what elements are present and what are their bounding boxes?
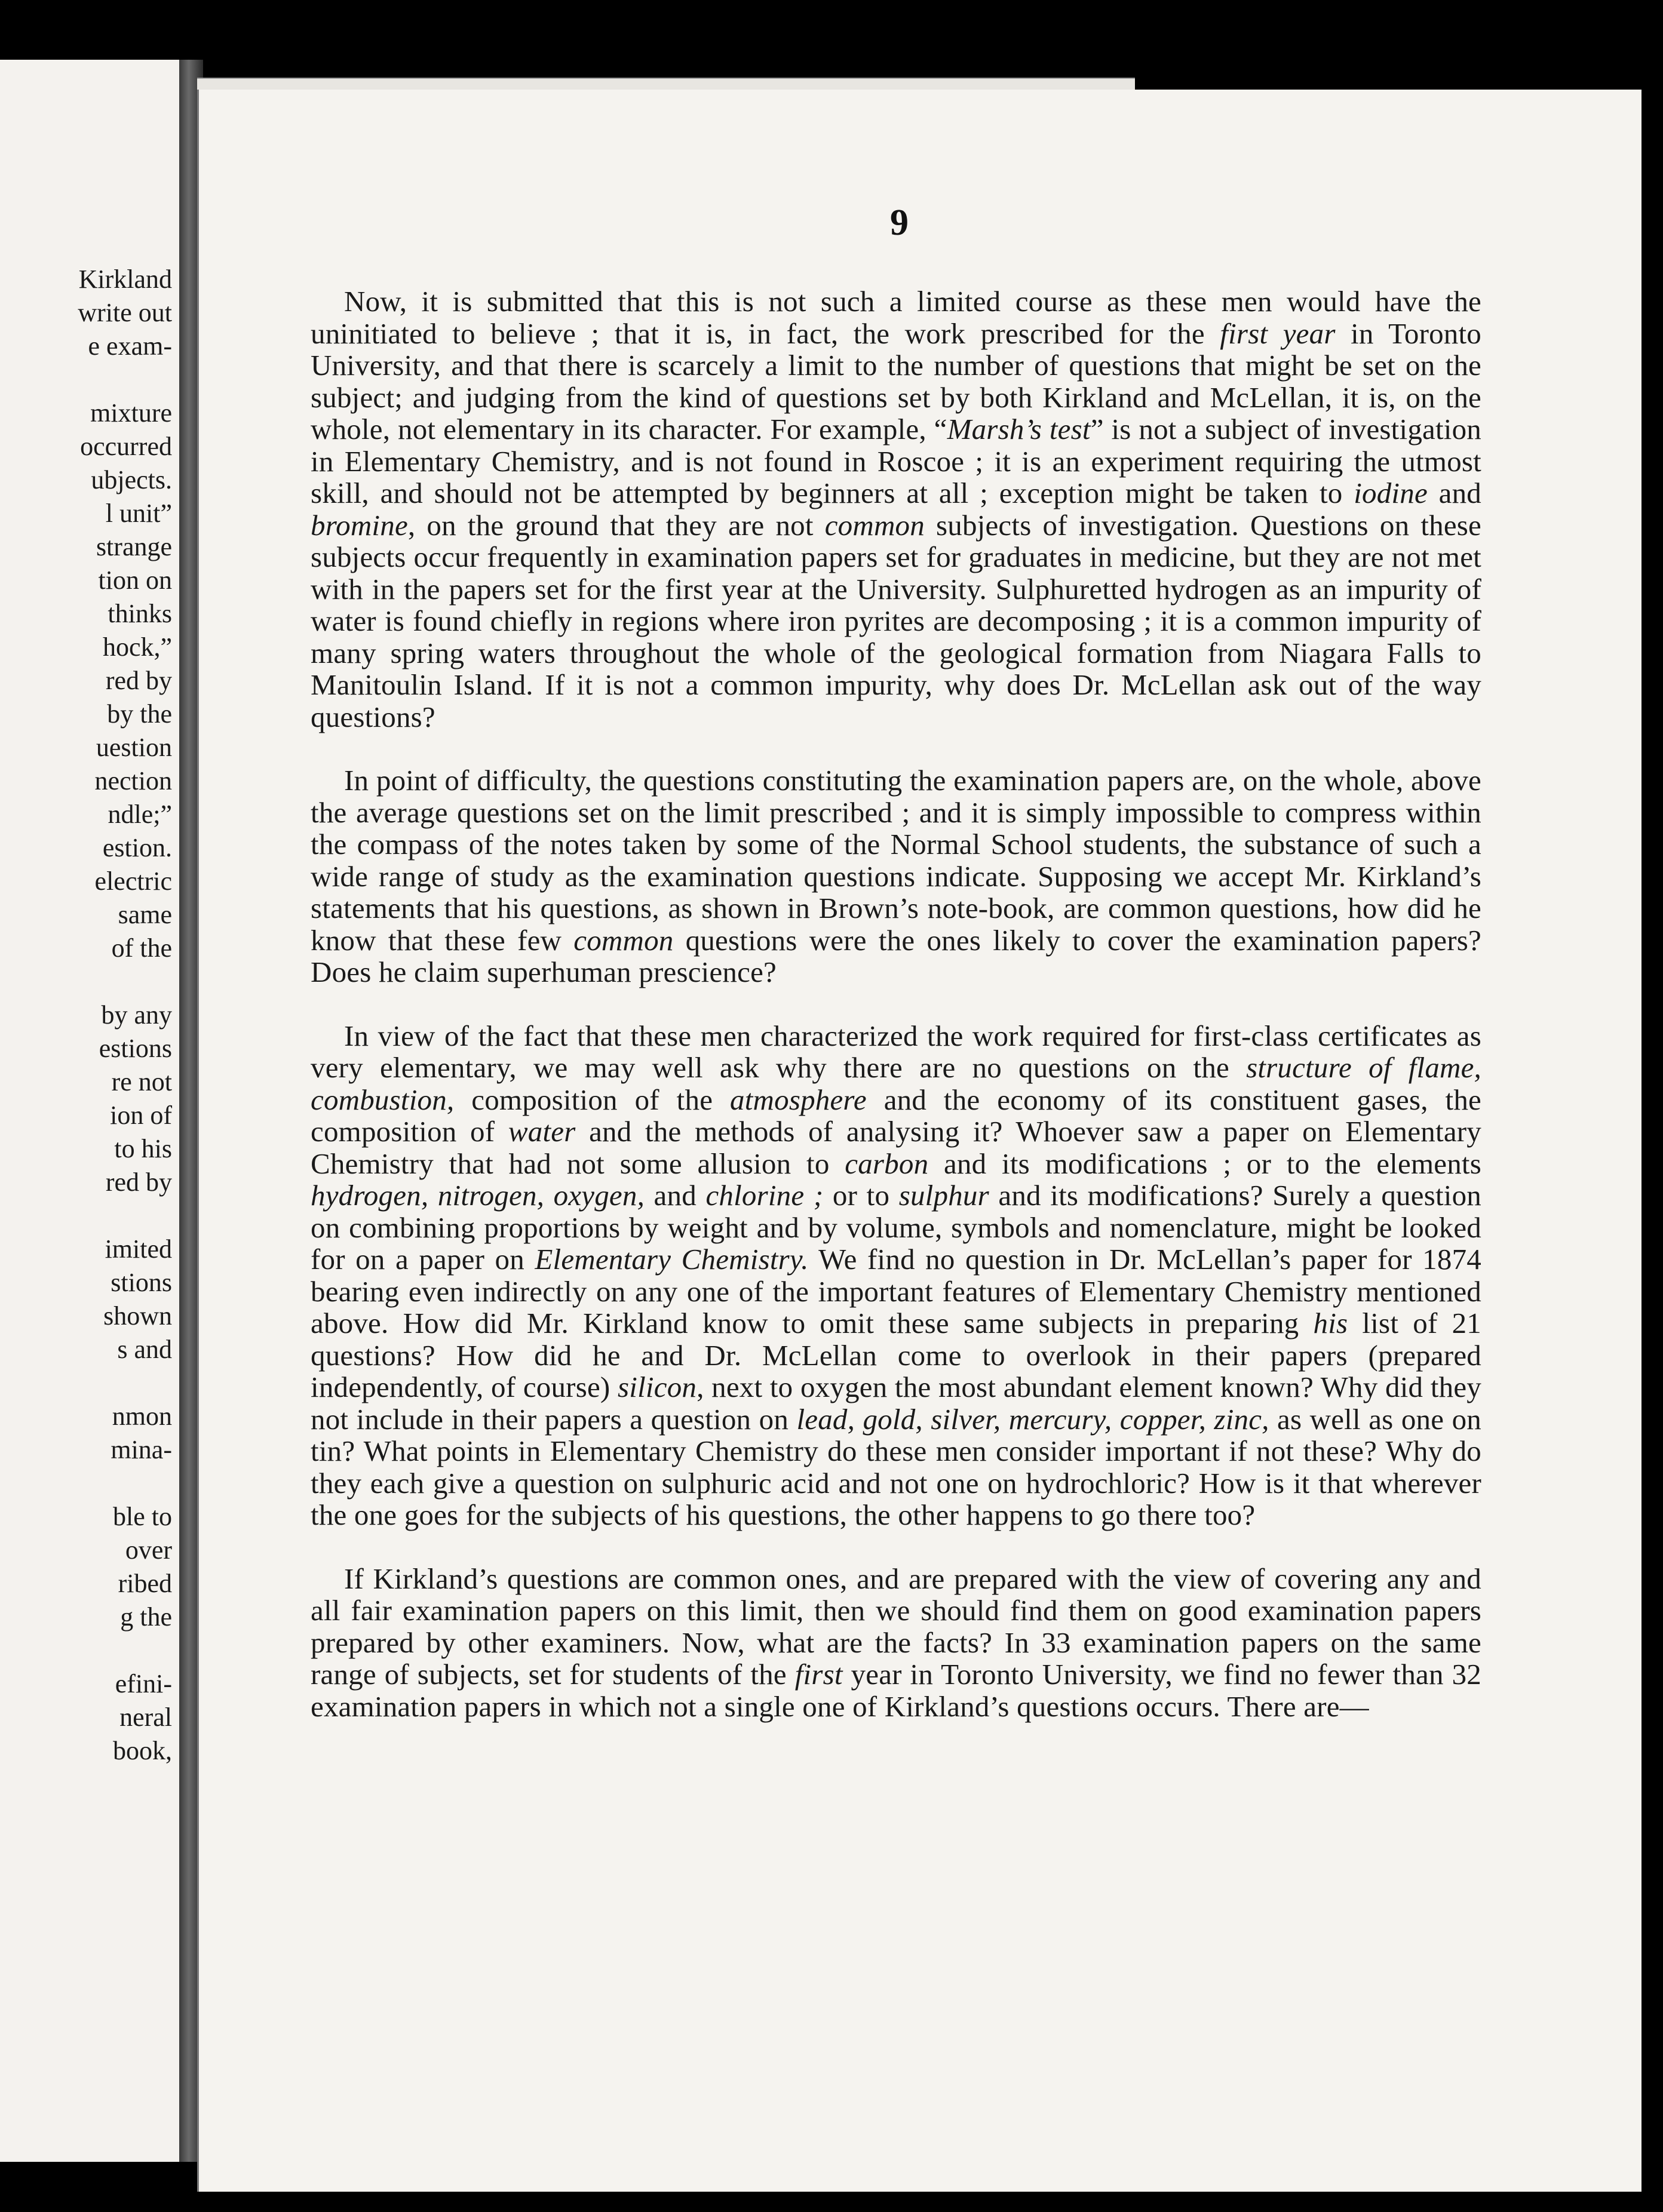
paragraph-text: year in Toronto University, we find no fewer than 32 examination papers in which not a single one of Kirkland’s questions occurs. There are—	[311, 1658, 1481, 1723]
left-page-text-fragment: book,	[113, 1736, 172, 1765]
left-page-text-fragment: stions	[111, 1268, 172, 1297]
left-page-text-fragment: ubjects.	[91, 465, 172, 494]
left-page-text-fragment: ion of	[110, 1101, 172, 1130]
left-page-text-fragment: red by	[105, 666, 172, 695]
italic-term: water	[508, 1115, 576, 1148]
page-number: 9	[890, 202, 909, 243]
italic-term: first year	[1220, 317, 1336, 350]
italic-term: Elementary Chemistry.	[535, 1243, 809, 1276]
paragraph-text: and	[1427, 477, 1481, 509]
paragraph-text: and the methods of analysing it? Whoever saw a paper on Elementary Chemistry that had not some allusion to	[311, 1115, 1481, 1180]
left-page-text-fragment: thinks	[108, 599, 172, 628]
italic-term: bromine	[311, 508, 408, 542]
left-page-text-fragment: g the	[120, 1602, 172, 1632]
italic-term: Marsh’s test	[947, 413, 1091, 446]
paragraph-text: and the economy of its constituent gases, the composition of	[311, 1083, 1481, 1148]
body-text	[311, 285, 1481, 1754]
italic-term: silicon	[618, 1371, 697, 1403]
italic-term: carbon	[845, 1147, 929, 1180]
left-page-text-fragment: electric	[94, 867, 172, 896]
left-page-text-fragment: l unit”	[105, 499, 172, 528]
paragraph-text: as well as one on tin? What points in Elementary Chemistry do these men consider important if not these? Why do they each give a question on sulphuric acid and not one on hydrochloric? How is it that wherever the one goes for the subjects of his questions, the other happens to go there too?	[311, 1402, 1481, 1531]
left-page-text-fragment: by the	[107, 699, 172, 729]
italic-term: hydrogen, nitrogen, oxygen,	[311, 1179, 645, 1212]
paragraph	[311, 1020, 1481, 1531]
paragraph-text: or to	[823, 1179, 899, 1212]
italic-term: sulphur	[898, 1179, 989, 1212]
paragraph-text: Now, it is submitted that this is not such a limited course as these men would have the uninitiated to believe ; that it is, in fact, the work prescribed for the	[311, 285, 1481, 350]
left-page-text-fragment: re not	[111, 1067, 172, 1096]
italic-term: iodine	[1354, 477, 1428, 509]
paragraph-text: questions were the ones likely to cover the examination papers? Does he claim superhuman prescience?	[311, 923, 1481, 988]
left-page-text-fragment: ribed	[118, 1569, 172, 1598]
left-page-text-fragment: nmon	[112, 1402, 172, 1431]
left-page-text-fragment: of the	[111, 933, 172, 963]
left-page-text-fragment: nection	[94, 766, 172, 795]
left-page-text-fragment: tion on	[98, 566, 172, 595]
paragraph-text: and its modifications ; or to the elements	[928, 1147, 1481, 1180]
italic-term: common	[573, 923, 674, 957]
italic-term: chlorine ;	[705, 1179, 824, 1212]
paragraph-text: In point of difficulty, the questions constituting the examination papers are, on the whole, above the average questions set on the limit prescribed ; and it is simply impossible to compress within the compass of the notes taken by some of the Normal School students, the substance of such a wide range of study as the examination questions indicate. Supposing we accept Mr. Kirkland’s statements that his questions, as shown in Brown’s note-book, are common questions, how did he know that these few	[311, 764, 1481, 957]
paragraph-text: composition of the	[454, 1083, 731, 1116]
left-page-text-fragment: hock,”	[102, 632, 172, 662]
left-page-text-fragment: to his	[114, 1134, 172, 1163]
left-page-text-fragment: ble to	[113, 1502, 172, 1531]
paragraph-text: and its modifications? Surely a question on combining proportions by weight and by volume, symbols and nomenclature, might be looked for on a paper on	[311, 1179, 1481, 1276]
paragraph-text: subjects of investigation. Questions on these subjects occur frequently in examination papers set for graduates in medicine, but they are not met with in the papers set for the first year at the University. Sulphuretted hydrogen as an impurity of water is found chiefly in regions where iron pyrites are decomposing ; it is a common impurity of many spring waters throughout the whole of the geological formation from Niagara Falls to Manitoulin Island. If it is not a common impurity, why does Dr. McLellan ask out of the way questions?	[311, 508, 1481, 733]
italic-term: structure of flame, combustion,	[311, 1051, 1482, 1116]
left-page-text-fragment: estions	[99, 1034, 172, 1063]
left-page-text-fragment: Kirkland	[78, 265, 172, 294]
paragraph-text: We find no question in Dr. McLellan’s paper for 1874 bearing even indirectly on any one of the important features of Elementary Chemistry mentioned above. How did Mr. Kirkland know to omit these same subjects in preparing	[311, 1243, 1481, 1340]
paragraph-text: in Toronto University, and that there is scarcely a limit to the number of questions that might be set on the subject; and judging from the kind of questions set by both Kirkland and McLellan, it is, on the whole, not elementary in its character. For example, “	[311, 317, 1482, 446]
left-page-text-fragment: estion.	[102, 833, 172, 862]
previous-page-fragment	[0, 60, 183, 2162]
left-page-text-fragment: neral	[119, 1703, 172, 1732]
left-page-text-fragment: same	[118, 900, 172, 929]
left-page-text-fragment: ndle;”	[108, 800, 172, 829]
paragraph-text: If Kirkland’s questions are common ones, and are prepared with the view of covering any and all fair examination papers on this limit, then we should find them on good examination papers prepared by other examiners. Now, what are the facts? In 33 examination papers on the same range of subjects, set for students of the	[311, 1562, 1481, 1691]
left-page-text-fragment: uestion	[96, 733, 172, 762]
left-page-text-fragment: shown	[103, 1301, 172, 1331]
paragraph-text: In view of the fact that these men characterized the work required for first-class certificates as very elementary, we may well ask why there are no questions on the	[311, 1019, 1481, 1084]
left-page-text-fragment: mixture	[90, 398, 172, 428]
left-page-text-fragment: strange	[96, 532, 172, 561]
left-page-text-fragment: red by	[105, 1168, 172, 1197]
left-page-text-fragment: occurred	[80, 432, 172, 461]
left-page-text-fragment: by any	[101, 1000, 172, 1030]
paragraph-text: and	[645, 1179, 706, 1212]
left-page-text-fragment: e exam-	[88, 331, 172, 361]
italic-term: common	[824, 508, 925, 542]
paragraph-text: ” is not a subject of investigation in Elementary Chemistry, and is not found in Roscoe ; it is an experiment requiring the utmost skill, and should not be attempted by beginners at all ; exception might be taken to	[311, 413, 1481, 509]
left-page-text-fragment: mina-	[111, 1435, 172, 1464]
left-page-text-fragment: over	[125, 1535, 172, 1565]
paragraph	[311, 285, 1481, 733]
paragraph	[311, 764, 1481, 988]
italic-term: atmosphere	[730, 1083, 867, 1116]
italic-term: lead, gold, silver, mercury, copper, zinc,	[796, 1402, 1269, 1436]
left-page-text-fragment: efini-	[115, 1669, 172, 1698]
paragraph-text: , next to oxygen the most abundant element known? Why did they not include in their papers a question on	[311, 1371, 1481, 1436]
paragraph	[311, 1563, 1481, 1723]
left-page-text-fragment: write out	[78, 298, 172, 327]
left-page-text-fragment: imited	[105, 1234, 172, 1264]
paragraph-text: , on the ground that they are not	[407, 508, 825, 542]
italic-term: first	[794, 1658, 843, 1691]
italic-term: his	[1313, 1307, 1348, 1340]
paragraph-text: list of 21 questions? How did he and Dr. McLellan come to overlook in their papers (prepared independently, of course)	[311, 1307, 1481, 1403]
left-page-text-fragment: s and	[117, 1335, 172, 1364]
